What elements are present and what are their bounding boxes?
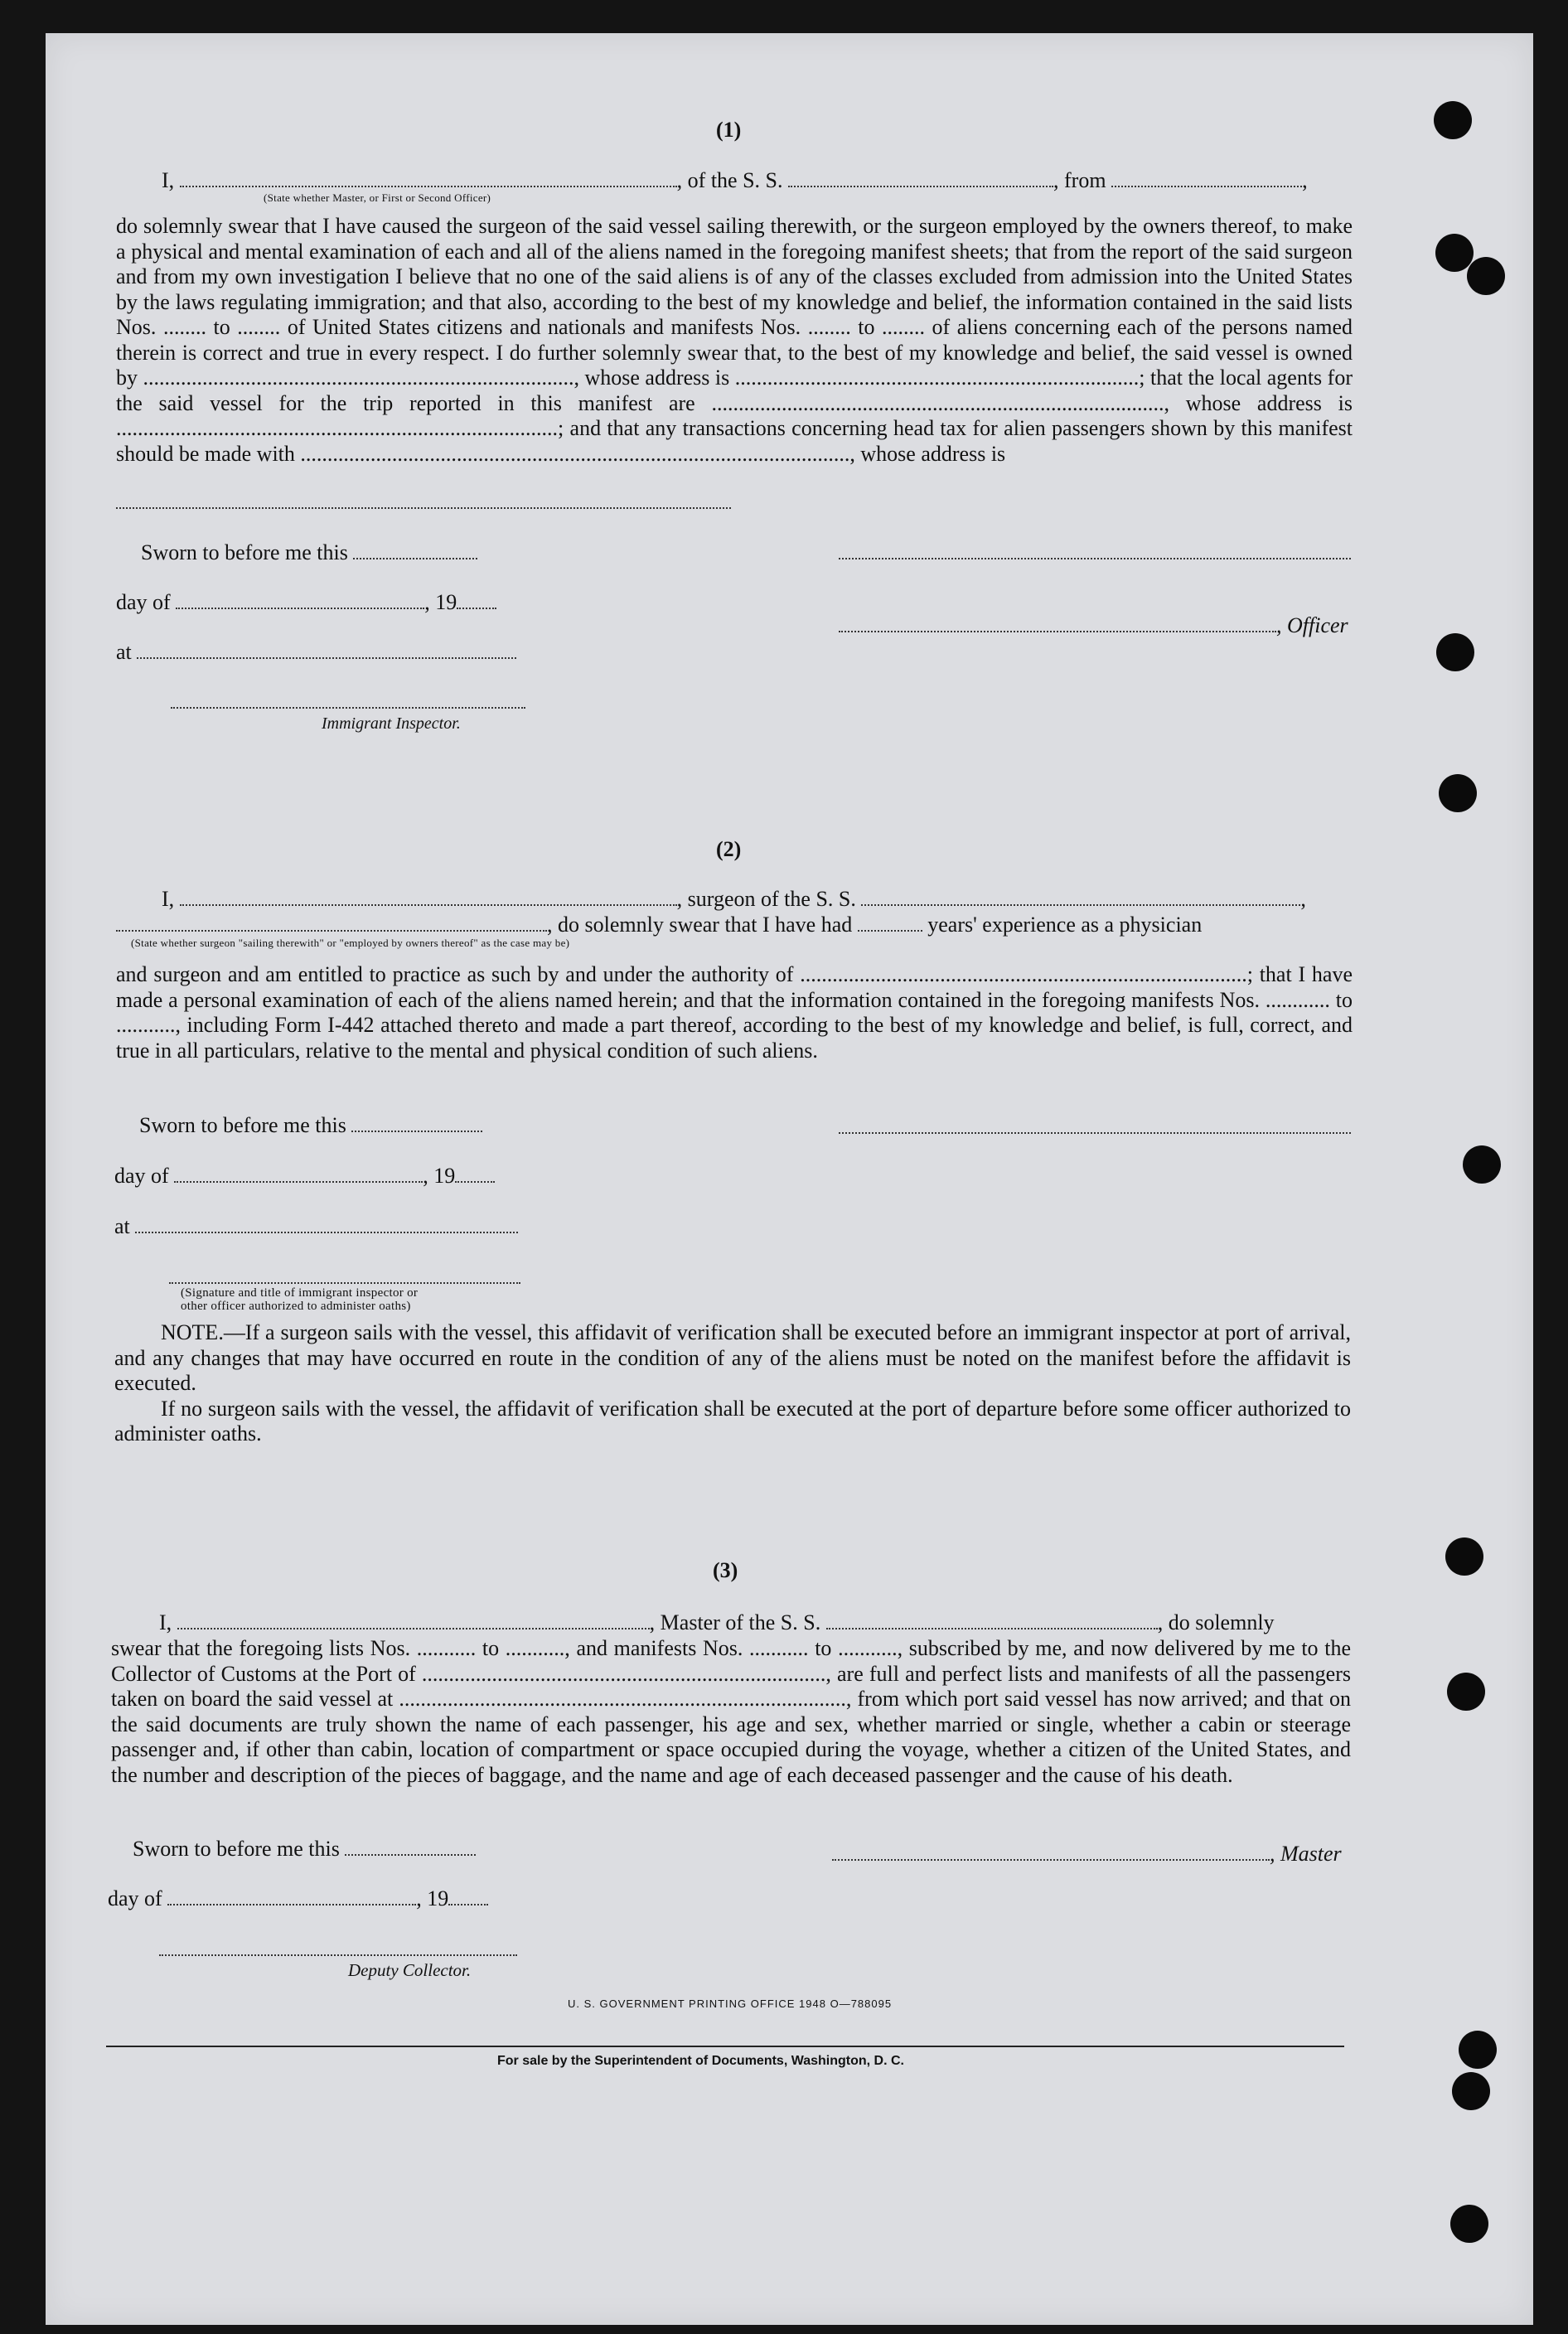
section-3-master-name-blank[interactable] — [177, 1611, 650, 1629]
section-2-number: (2) — [716, 837, 742, 861]
section-3-vessel-blank[interactable] — [826, 1611, 1158, 1629]
surgeon-name-blank[interactable] — [180, 888, 677, 906]
section-1-officer-note: (State whether Master, or First or Second Officer) — [264, 191, 491, 204]
punch-hole — [1452, 2072, 1490, 2110]
section-1-month-blank[interactable] — [176, 591, 424, 609]
section-3-master-signature[interactable] — [832, 1843, 1270, 1861]
section-3-year-blank[interactable] — [448, 1887, 488, 1905]
section-3-heading-i: I, — [159, 1610, 172, 1634]
section-1-officer-label: , Officer — [1276, 613, 1348, 637]
section-2-sig-note-2: other officer authorized to administer oaths) — [181, 1300, 411, 1313]
section-3-day-of — [108, 1886, 488, 1911]
section-2-signature-blank[interactable] — [839, 1132, 1351, 1134]
section-1-officer-blank[interactable] — [839, 614, 1276, 632]
punch-hole — [1463, 1145, 1501, 1184]
section-1-heading-end: , — [1302, 168, 1308, 192]
surgeon-status-blank[interactable] — [116, 913, 547, 932]
section-3-month-blank[interactable] — [167, 1887, 416, 1905]
section-1-inspector-label: Immigrant Inspector. — [322, 714, 461, 733]
punch-hole — [1434, 101, 1472, 139]
section-1-at-blank[interactable] — [137, 641, 516, 659]
section-2-day-of-label: day of — [114, 1164, 169, 1188]
section-2-inspector-signature[interactable] — [169, 1282, 520, 1284]
punch-hole — [1467, 257, 1505, 295]
section-1-body: do solemnly swear that I have caused the surgeon of the said vessel sailing therewith, or the surgeon employed by the owners thereof, to make a physical and mental examination of each and all of the aliens named in the foregoing manifest sheets; that from the report of the said surgeon and from my own investigation I believe that no one of the said aliens is of any of the classes excluded from admission into the United States by the laws regulating immigration; and that also, according to the best of my knowledge and belief, the information contained in the said lists Nos. ........ to ........ of United States citizens and nationals and manifests Nos. ........ to ........ of aliens concerning each of the persons named therein is correct and true in every respect. I do further solemnly swear that, to the best of my knowledge and belief, the said vessel is owned by ................................................................................, whose address is ...........................................................................; that the local agents for the said vessel for the trip reported in this manifest are ...................................................................................., whose address is ..................................................................................; and that any transactions concerning head tax for alien passengers shown by this manifest should be made with ......................................................................................................, whose address is — [116, 214, 1353, 466]
master-name-blank[interactable] — [180, 169, 677, 187]
section-2-year-blank[interactable] — [455, 1165, 495, 1183]
punch-hole — [1450, 2205, 1488, 2243]
section-3-sworn — [133, 1837, 476, 1862]
section-2-note-2: If no surgeon sails with the vessel, the affidavit of verification shall be executed at the port of departure before some officer authorized to administer oaths. — [114, 1396, 1351, 1445]
address-blank[interactable] — [116, 507, 731, 509]
punch-hole — [1435, 234, 1474, 272]
punch-hole — [1439, 774, 1477, 812]
section-2-year-label: , 19 — [423, 1164, 456, 1188]
section-2-sig-note-1: (Signature and title of immigrant inspector or — [181, 1286, 419, 1300]
section-1-at-label: at — [116, 640, 132, 664]
section-1-heading-line — [162, 168, 1308, 193]
section-2-note-1: NOTE.—If a surgeon sails with the vessel, this affidavit of verification shall be executed before an immigrant inspector at port of arrival, and any changes that may have occurred en route in the condition of any of the aliens must be noted on the manifest before the affidavit is executed. — [114, 1320, 1351, 1395]
vessel-name-blank[interactable] — [788, 169, 1053, 187]
section-2-heading-line — [162, 887, 1306, 912]
section-1-number: (1) — [716, 118, 742, 142]
section-1-inspector-signature[interactable] — [171, 707, 525, 709]
section-1-sworn-label: Sworn to before me this — [141, 540, 348, 564]
section-1-sworn — [141, 540, 477, 565]
punch-hole — [1459, 2031, 1497, 2069]
section-3-body: swear that the foregoing lists Nos. ........... to ..........., and manifests Nos. ........... to ..........., subscribed by me, and now delivered by me to the Collector of Customs at the Port of ..........................................................................., are full and perfect lists and manifests of all the passengers taken on board the said vessel at ..................................................................................., from which port said vessel has now arrived; and that on the said documents are truly shown the name of each passenger, his age and sex, whether married or single, whether a cabin or steerage passenger and, if other than cabin, location of compartment or space occupied during the voyage, whether a citizen of the United States, and the number and description of the pieces of baggage, and the name and age of each deceased passenger and the cause of his death. — [111, 1636, 1351, 1787]
footer-rule — [106, 2046, 1344, 2047]
section-2-sworn-day-blank[interactable] — [351, 1114, 482, 1132]
section-2-surgeon-note: (State whether surgeon "sailing therewith" or "employed by owners thereof" as the case may be) — [131, 937, 570, 949]
section-1-heading-i: I, — [162, 168, 175, 192]
section-1-officer — [839, 613, 1348, 638]
section-2-years-label: years' experience as a physician — [927, 913, 1203, 937]
section-1-year-label: , 19 — [424, 590, 457, 614]
section-2-month-blank[interactable] — [174, 1165, 423, 1183]
section-1-day-of-label: day of — [116, 590, 171, 614]
punch-hole — [1447, 1673, 1485, 1711]
section-3-sworn-day-blank[interactable] — [345, 1838, 476, 1856]
section-1-day-of — [116, 590, 496, 615]
section-2-vessel-blank[interactable] — [861, 888, 1300, 906]
section-3-master — [832, 1842, 1342, 1867]
section-3-year-label: , 19 — [416, 1886, 449, 1910]
section-3-sworn-label: Sworn to before me this — [133, 1837, 340, 1861]
section-1-heading-ss: , of the S. S. — [676, 168, 783, 192]
section-1-signature-blank[interactable] — [839, 558, 1351, 559]
section-1-at — [116, 640, 516, 665]
section-3-collector-signature[interactable] — [159, 1954, 517, 1956]
section-3-collector-label: Deputy Collector. — [348, 1960, 472, 1980]
years-experience-blank[interactable] — [858, 913, 922, 932]
section-1-sworn-day-blank[interactable] — [353, 541, 477, 559]
punch-hole — [1445, 1537, 1483, 1576]
section-3-number: (3) — [713, 1558, 738, 1582]
section-2-heading-ss: , surgeon of the S. S. — [676, 887, 856, 911]
footer-text: For sale by the Superintendent of Documents, Washington, D. C. — [497, 2054, 904, 2068]
section-2-sworn-label: Sworn to before me this — [139, 1113, 346, 1137]
section-2-at-label: at — [114, 1214, 130, 1238]
from-port-blank[interactable] — [1111, 169, 1302, 187]
section-2-sworn — [139, 1113, 482, 1138]
section-2-note-paragraph — [114, 1320, 1351, 1447]
section-3-heading-ss: , Master of the S. S. — [649, 1610, 821, 1634]
section-2-swear-label: , do solemnly swear that I have had — [547, 913, 853, 937]
section-3-heading-swear: , do solemnly — [1157, 1610, 1275, 1634]
printing-office-line: U. S. GOVERNMENT PRINTING OFFICE 1948 O—788095 — [568, 1997, 893, 2010]
section-2-body: and surgeon and am entitled to practice as such by and under the authority of ...................................................................................; that I have made a personal examination of each of the aliens named herein; and that the information contained in the foregoing manifests Nos. ............ to ..........., including Form I-442 attached thereto and made a part thereof, according to the best of my knowledge and belief, is full, correct, and true in all particulars, relative to the mental and physical condition of such aliens. — [116, 962, 1353, 1063]
section-3-day-of-label: day of — [108, 1886, 162, 1910]
section-2-day-of — [114, 1164, 495, 1189]
section-2-at — [114, 1214, 518, 1239]
section-1-year-blank[interactable] — [457, 591, 496, 609]
section-2-heading-line-2 — [116, 913, 1202, 937]
section-3-master-label: , Master — [1270, 1842, 1342, 1866]
section-2-heading-i: I, — [162, 887, 175, 911]
section-3-heading-line — [159, 1610, 1275, 1635]
section-1-heading-from: , from — [1053, 168, 1106, 192]
punch-hole — [1436, 633, 1474, 671]
section-2-heading-end: , — [1300, 887, 1306, 911]
section-2-at-blank[interactable] — [135, 1215, 518, 1233]
